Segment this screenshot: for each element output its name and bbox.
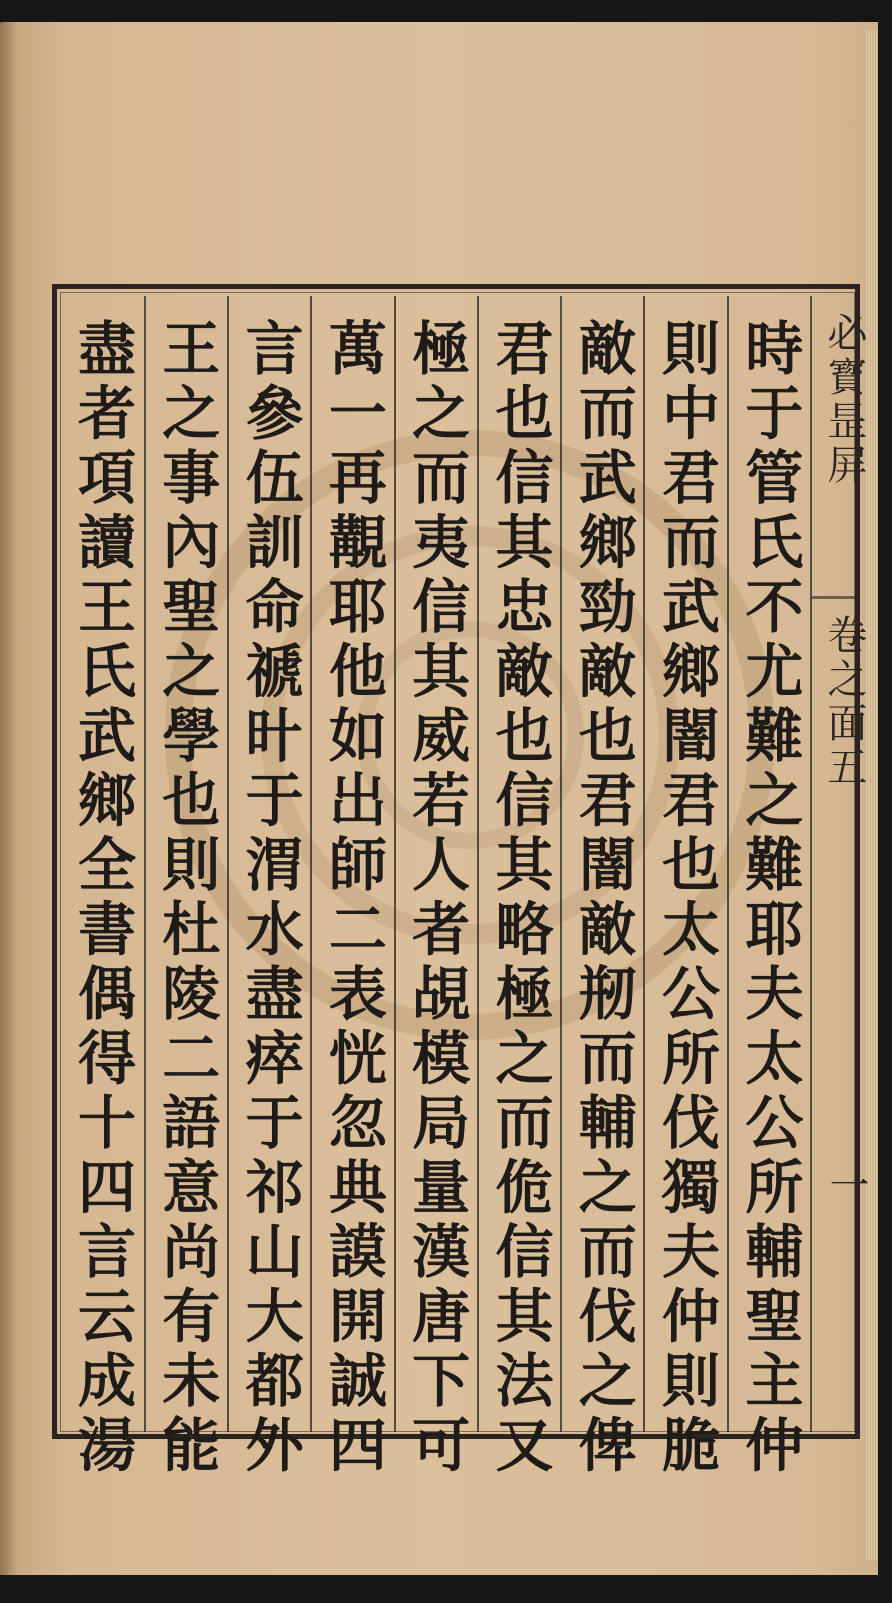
column-text: 時于管氏不尤難之難耶夫太公所輔聖主仲	[735, 318, 804, 1479]
banxin-page-number: 一	[823, 1164, 869, 1204]
column-text: 盡者項讀王氏武鄉全書偶得十四言云成湯	[67, 318, 136, 1479]
text-column-6	[310, 296, 393, 1479]
text-column-8	[144, 296, 227, 1479]
column-text: 言參伍訓命禠旪于渭水盡瘁于祁山大都外	[235, 318, 304, 1479]
text-column-3	[560, 296, 643, 1479]
column-text: 極之而夷信其威若人者覘模局量漢唐下可	[402, 318, 471, 1479]
banxin-title: 必寳昰屏	[821, 312, 867, 488]
text-column-9	[60, 296, 143, 1479]
fold-shadow	[0, 22, 18, 1575]
column-text: 萬一再覯耶他如出師二表恍忽典謨開誠四	[318, 318, 387, 1479]
column-text: 敵而武鄉勁敵也君闇敵剏而輔之而伐之俾	[568, 318, 637, 1479]
text-column-4	[477, 296, 560, 1479]
column-text: 君也信其忠敵也信其略極之而佹信其法又	[485, 318, 554, 1479]
column-text: 則中君而武鄉闇君也太公所伐獨夫仲則脆	[652, 318, 721, 1479]
column-text: 王之事內聖之學也則杜陵二語意尚有未能	[152, 318, 221, 1479]
center-column-banxin	[810, 296, 869, 1432]
banxin-juan: 卷之面五	[821, 614, 867, 790]
page-edge-stack	[866, 30, 878, 1560]
text-column-5	[394, 296, 477, 1479]
text-column-7	[227, 296, 310, 1479]
text-column-1	[727, 296, 810, 1479]
text-columns	[60, 296, 810, 1479]
text-column-2	[643, 296, 726, 1479]
